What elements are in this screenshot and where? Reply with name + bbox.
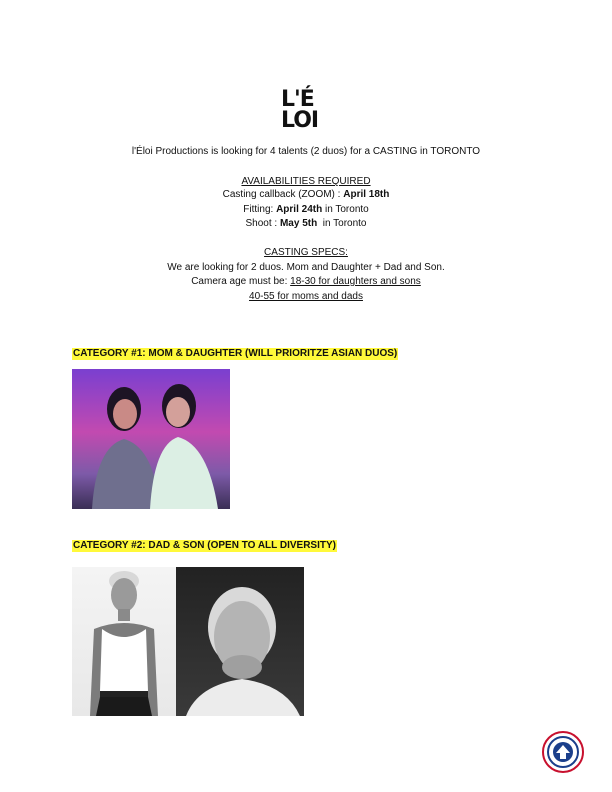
son-photo xyxy=(72,567,176,716)
dad-photo xyxy=(176,567,304,716)
badge-emblem-icon xyxy=(544,733,582,771)
dad-illustration xyxy=(176,567,304,716)
callback-label: Casting callback (ZOOM) : xyxy=(222,189,344,200)
fitting-line xyxy=(0,203,612,216)
category-2-title: CATEGORY #2: DAD & SON (OPEN TO ALL DIVERSITY) xyxy=(73,540,336,551)
canada-goose-badge xyxy=(542,731,584,773)
mom-daughter-photo xyxy=(72,369,230,509)
fitting-label: Fitting: xyxy=(243,204,277,215)
callback-date: April 18th xyxy=(343,189,390,200)
age-range-kids: 18-30 for daughters and sons xyxy=(290,276,421,287)
age-range-parents: 40-55 for moms and dads xyxy=(249,291,363,302)
intro-text: l'Éloi Productions is looking for 4 talents (2 duos) for a CASTING in TORONTO xyxy=(131,146,481,157)
shoot-line xyxy=(0,217,612,230)
shoot-date: May 5th xyxy=(279,218,318,229)
shoot-label: Shoot : xyxy=(245,218,280,229)
specs-description: We are looking for 2 duos. Mom and Daughter + Dad and Son. xyxy=(167,262,445,273)
category-1-title: CATEGORY #1: MOM & DAUGHTER (WILL PRIORITZE ASIAN DUOS) xyxy=(73,348,398,359)
fitting-location: in Toronto xyxy=(322,204,369,215)
specs-heading: CASTING SPECS: xyxy=(264,247,348,258)
availability-heading: AVAILABILITIES REQUIRED xyxy=(241,176,371,187)
age-label: Camera age must be: xyxy=(191,276,291,287)
son-illustration xyxy=(72,567,176,716)
fitting-date: April 24th xyxy=(276,204,323,215)
age-line xyxy=(0,275,612,288)
logo-line-1: L'É xyxy=(281,87,314,112)
logo-line-2: LOI xyxy=(281,108,319,133)
shoot-location: in Toronto xyxy=(317,218,367,229)
mom-daughter-illustration xyxy=(72,369,230,509)
callback-line xyxy=(0,188,612,201)
eloi-logo xyxy=(281,89,325,137)
